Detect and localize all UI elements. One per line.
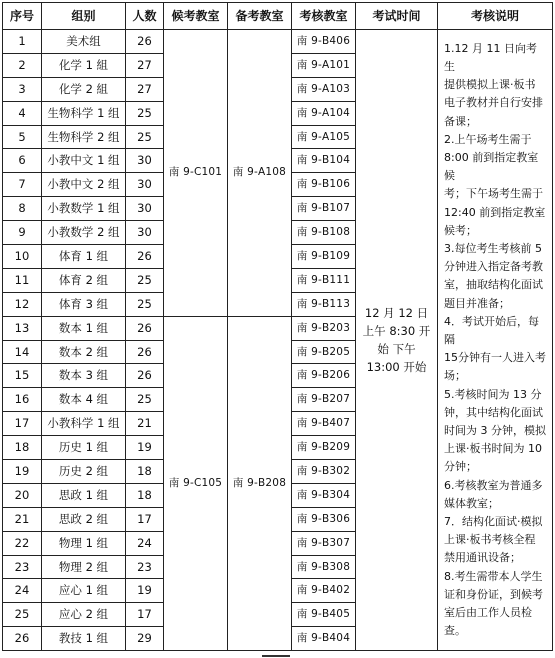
row-group: 生物科学 2 组 xyxy=(42,125,126,149)
row-exam-room: 南 9-B308 xyxy=(292,555,356,579)
table-row xyxy=(3,30,553,54)
row-group: 小教数学 1 组 xyxy=(42,197,126,221)
row-exam-room: 南 9-B108 xyxy=(292,221,356,245)
row-group: 数本 3 组 xyxy=(42,364,126,388)
note-line: 候考； xyxy=(444,223,477,237)
row-count: 26 xyxy=(126,30,164,54)
row-exam-room: 南 9-B407 xyxy=(292,412,356,436)
page-bottom-mark xyxy=(262,655,290,657)
row-exam-room: 南 9-B206 xyxy=(292,364,356,388)
row-group: 化学 1 組 xyxy=(42,53,126,77)
row-exam-room: 南 9-B111 xyxy=(292,268,356,292)
row-group: 历史 1 组 xyxy=(42,436,126,460)
row-count: 19 xyxy=(126,579,164,603)
note-line: 备课； xyxy=(444,114,477,128)
row-group: 小教中文 1 组 xyxy=(42,149,126,173)
row-count: 17 xyxy=(126,507,164,531)
row-count: 17 xyxy=(126,603,164,627)
row-exam-room: 南 9-B104 xyxy=(292,149,356,173)
note-line: 题目并准备； xyxy=(444,296,510,310)
note-line: 6.考核教室为普通多 xyxy=(444,478,543,492)
row-count: 30 xyxy=(126,173,164,197)
header-index: 序号 xyxy=(3,3,42,30)
note-line: 考；下午场考生需于 xyxy=(444,187,543,201)
exam-schedule-table xyxy=(2,2,553,651)
header-waiting-room: 候考教室 xyxy=(164,3,228,30)
row-count: 29 xyxy=(126,627,164,651)
row-count: 25 xyxy=(126,125,164,149)
row-exam-room: 南 9-B307 xyxy=(292,531,356,555)
row-exam-room: 南 9-B209 xyxy=(292,436,356,460)
row-index: 23 xyxy=(3,555,42,579)
row-exam-room: 南 9-B106 xyxy=(292,173,356,197)
row-count: 18 xyxy=(126,460,164,484)
row-exam-room: 南 9-B302 xyxy=(292,460,356,484)
header-exam-room: 考核教室 xyxy=(292,3,356,30)
row-exam-room: 南 9-B406 xyxy=(292,30,356,54)
row-count: 25 xyxy=(126,268,164,292)
prep-room-cell: 南 9-A108 xyxy=(228,30,292,317)
row-count: 21 xyxy=(126,412,164,436)
row-exam-room: 南 9-A105 xyxy=(292,125,356,149)
note-line: 8.考生需带本人学生 xyxy=(444,569,543,583)
row-index: 6 xyxy=(3,149,42,173)
row-exam-room: 南 9-B205 xyxy=(292,340,356,364)
row-index: 20 xyxy=(3,483,42,507)
row-exam-room: 南 9-A101 xyxy=(292,53,356,77)
row-group: 数本 2 组 xyxy=(42,340,126,364)
note-line: 上课·板书考核全程 xyxy=(444,533,536,547)
row-count: 23 xyxy=(126,555,164,579)
row-group: 小教科学 1 组 xyxy=(42,412,126,436)
row-count: 26 xyxy=(126,340,164,364)
row-index: 5 xyxy=(3,125,42,149)
exam-time-line: 上午 8:30 开 xyxy=(362,324,431,339)
note-line: 上课·板书时间为 10 xyxy=(444,442,542,456)
row-group: 数本 4 组 xyxy=(42,388,126,412)
note-line: 7．结构化面试·模拟 xyxy=(444,515,543,528)
row-group: 物理 1 组 xyxy=(42,531,126,555)
row-group: 教技 1 组 xyxy=(42,627,126,651)
header-prep-room: 备考教室 xyxy=(228,3,292,30)
row-count: 30 xyxy=(126,149,164,173)
row-group: 应心 1 组 xyxy=(42,579,126,603)
row-exam-room: 南 9-B203 xyxy=(292,316,356,340)
row-exam-room: 南 9-A104 xyxy=(292,101,356,125)
note-line: 室，抽取结构化面试 xyxy=(444,278,543,292)
row-index: 10 xyxy=(3,245,42,269)
note-line: 电子教材并自行安排 xyxy=(444,96,543,110)
row-exam-room: 南 9-B402 xyxy=(292,579,356,603)
row-exam-room: 南 9-B304 xyxy=(292,483,356,507)
row-count: 30 xyxy=(126,197,164,221)
row-group: 小教中文 2 组 xyxy=(42,173,126,197)
row-exam-room: 南 9-B405 xyxy=(292,603,356,627)
row-index: 4 xyxy=(3,101,42,125)
row-count: 27 xyxy=(126,53,164,77)
note-line: 分钟； xyxy=(444,460,477,474)
row-group: 生物科学 1 组 xyxy=(42,101,126,125)
row-index: 21 xyxy=(3,507,42,531)
row-exam-room: 南 9-B113 xyxy=(292,292,356,316)
row-exam-room: 南 9-B404 xyxy=(292,627,356,651)
row-count: 19 xyxy=(126,436,164,460)
row-count: 25 xyxy=(126,292,164,316)
row-exam-room: 南 9-A103 xyxy=(292,77,356,101)
row-index: 24 xyxy=(3,579,42,603)
exam-time-line: 13:00 开始 xyxy=(366,360,427,375)
exam-notes-cell xyxy=(438,30,553,651)
row-group: 体育 3 组 xyxy=(42,292,126,316)
header-count: 人数 xyxy=(126,3,164,30)
row-group: 美术组 xyxy=(42,30,126,54)
note-line: 1.12 月 11 日向考生 xyxy=(444,41,537,73)
row-count: 26 xyxy=(126,364,164,388)
row-index: 16 xyxy=(3,388,42,412)
row-exam-room: 南 9-B109 xyxy=(292,245,356,269)
row-count: 30 xyxy=(126,221,164,245)
row-group: 历史 2 组 xyxy=(42,460,126,484)
exam-time-line: 始 下午 xyxy=(377,342,416,357)
note-line: 4．考试开始后，每隔 xyxy=(444,314,539,346)
row-group: 化学 2 組 xyxy=(42,77,126,101)
row-index: 22 xyxy=(3,531,42,555)
row-index: 13 xyxy=(3,316,42,340)
row-group: 应心 2 组 xyxy=(42,603,126,627)
row-count: 24 xyxy=(126,531,164,555)
row-index: 8 xyxy=(3,197,42,221)
note-line: 2.上午场考生需于 xyxy=(444,132,532,146)
waiting-room-cell: 南 9-C101 xyxy=(164,30,228,317)
row-index: 19 xyxy=(3,460,42,484)
note-line: 证和身份证，到候考 xyxy=(444,587,543,601)
note-line: 提供模拟上课·板书 xyxy=(444,78,536,92)
row-count: 26 xyxy=(126,316,164,340)
note-line: 3.每位考生考核前 5 xyxy=(444,241,542,255)
note-line: 禁用通讯设备； xyxy=(444,551,521,565)
note-line: 室后由工作人员检 xyxy=(444,606,532,620)
row-index: 7 xyxy=(3,173,42,197)
row-index: 17 xyxy=(3,412,42,436)
row-index: 26 xyxy=(3,627,42,651)
row-group: 思政 1 组 xyxy=(42,483,126,507)
header-row xyxy=(3,3,553,30)
header-notes: 考核说明 xyxy=(438,3,553,30)
header-group: 组别 xyxy=(42,3,126,30)
row-exam-room: 南 9-B306 xyxy=(292,507,356,531)
row-exam-room: 南 9-B107 xyxy=(292,197,356,221)
row-index: 14 xyxy=(3,340,42,364)
row-exam-room: 南 9-B207 xyxy=(292,388,356,412)
row-count: 26 xyxy=(126,245,164,269)
note-line: 分钟进入指定备考教 xyxy=(444,260,543,274)
header-exam-time: 考试时间 xyxy=(356,3,438,30)
row-group: 物理 2 组 xyxy=(42,555,126,579)
note-line: 钟，其中结构化面试 xyxy=(444,405,543,419)
row-count: 27 xyxy=(126,77,164,101)
note-line: 查。 xyxy=(444,624,466,638)
row-index: 12 xyxy=(3,292,42,316)
row-group: 体育 1 组 xyxy=(42,245,126,269)
row-index: 1 xyxy=(3,30,42,54)
row-count: 18 xyxy=(126,483,164,507)
prep-room-cell: 南 9-B208 xyxy=(228,316,292,650)
note-line: 15分钟有一人进入考 xyxy=(444,351,546,365)
exam-time-cell xyxy=(356,30,438,651)
note-line: 8:00 前到指定教室候 xyxy=(444,150,539,183)
note-line: 12:40 前到指定教室 xyxy=(444,205,546,219)
note-line: 媒体教室； xyxy=(444,496,499,510)
note-line: 场； xyxy=(444,369,466,383)
row-group: 思政 2 组 xyxy=(42,507,126,531)
row-group: 小教数学 2 组 xyxy=(42,221,126,245)
row-index: 11 xyxy=(3,268,42,292)
exam-time-line: 12 月 12 日 xyxy=(364,306,429,321)
note-line: 5.考核时间为 13 分 xyxy=(444,387,542,401)
row-group: 数本 1 组 xyxy=(42,316,126,340)
row-count: 25 xyxy=(126,101,164,125)
waiting-room-cell: 南 9-C105 xyxy=(164,316,228,650)
note-line: 时间为 3 分钟，模拟 xyxy=(444,423,546,437)
row-index: 2 xyxy=(3,53,42,77)
row-group: 体育 2 组 xyxy=(42,268,126,292)
row-index: 9 xyxy=(3,221,42,245)
row-index: 3 xyxy=(3,77,42,101)
row-index: 18 xyxy=(3,436,42,460)
row-index: 15 xyxy=(3,364,42,388)
row-count: 25 xyxy=(126,388,164,412)
row-index: 25 xyxy=(3,603,42,627)
